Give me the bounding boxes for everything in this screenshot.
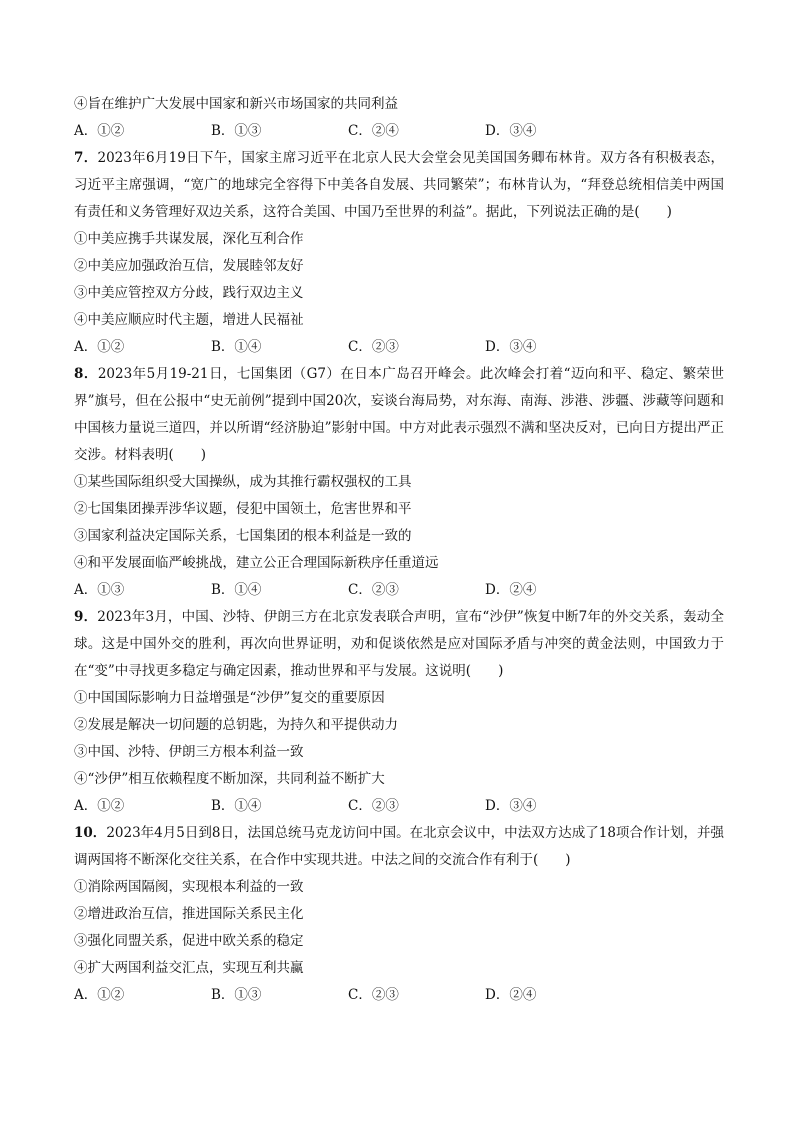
q10-choice-d: D．②④: [485, 987, 537, 1003]
q7-choice-c: C．②③: [348, 339, 399, 355]
q6-choices: [74, 118, 724, 145]
q8-number: 8．: [74, 366, 98, 382]
q9-number: 9．: [74, 609, 98, 625]
q8-option-1: ①某些国际组织受大国操纵，成为其推行霸权强权的工具: [74, 474, 412, 490]
q7-number: 7．: [74, 150, 98, 166]
q8-option-2: ②七国集团操弄涉华议题，侵犯中国领土，危害世界和平: [74, 501, 412, 517]
q10-option-2: ②增进政治互信，推进国际关系民主化: [74, 906, 304, 922]
q10-choice-a: A．①②: [74, 987, 125, 1003]
q10-choices: [74, 982, 724, 1009]
q7-choice-d: D．③④: [485, 339, 537, 355]
q6-choice-a: A．①②: [74, 123, 125, 139]
q10-choice-b: B．①③: [211, 987, 262, 1003]
q9-choice-b: B．①④: [211, 798, 262, 814]
q8-choice-b: B．①④: [211, 582, 262, 598]
q7-option-2: ②中美应加强政治互信，发展睦邻友好: [74, 258, 304, 274]
q10-option-1: ①消除两国隔阂，实现根本利益的一致: [74, 879, 304, 895]
q7-option-4: ④中美应顺应时代主题，增进人民福祉: [74, 312, 304, 328]
q7-option-3: ③中美应管控双方分歧，践行双边主义: [74, 285, 304, 301]
q7-stem: [74, 145, 724, 226]
q9-option-4: ④“沙伊”相互依赖程度不断加深，共同利益不断扩大: [74, 771, 385, 787]
q10-stem-text: 2023年4月5日到8日，法国总统马克龙访问中国。在北京会议中，中法双方达成了18项合作计划，并强调两国将不断深化交往关系，在合作中实现共进。中法之间的交流合作有利于( ): [74, 825, 724, 868]
exam-page: [74, 91, 724, 1009]
q9-stem-text: 2023年3月，中国、沙特、伊朗三方在北京发表联合声明，宣布“沙伊”恢复中断7年的外交关系，轰动全球。这是中国外交的胜利，再次向世界证明，劝和促谈依然是应对国际矛盾与冲突的黄金法则，中国致力于在“变”中寻找更多稳定与确定因素，推动世界和平与发展。这说明( ): [74, 609, 724, 679]
q9-stem: [74, 604, 724, 685]
q8-choice-c: C．②③: [348, 582, 399, 598]
q6-option-4: ④旨在维护广大发展中国家和新兴市场国家的共同利益: [74, 96, 398, 112]
q8-stem-text: 2023年5月19-21日，七国集团（G7）在日本广岛召开峰会。此次峰会打着“迈向和平、稳定、繁荣世界”旗号，但在公报中“史无前例”提到中国20次，妄谈台海局势，对东海、南海、涉港、涉疆、涉藏等问题和中国核力量说三道四，并以所谓“经济胁迫”影射中国。中方对此表示强烈不满和坚决反对，已向日方提出严正交涉。材料表明( ): [74, 366, 724, 463]
q10-stem: [74, 820, 724, 874]
q8-choice-a: A．①③: [74, 582, 125, 598]
q8-option-3: ③国家利益决定国际关系，七国集团的根本利益是一致的: [74, 528, 412, 544]
q9-choice-d: D．③④: [485, 798, 537, 814]
q10-option-4: ④扩大两国利益交汇点，实现互利共赢: [74, 960, 304, 976]
q6-choice-b: B．①③: [211, 123, 262, 139]
q8-choices: [74, 577, 724, 604]
q9-option-2: ②发展是解决一切问题的总钥匙，为持久和平提供动力: [74, 717, 398, 733]
q6-choice-c: C．②④: [348, 123, 399, 139]
q8-choice-d: D．②④: [485, 582, 537, 598]
q10-choice-c: C．②③: [348, 987, 399, 1003]
q10-option-3: ③强化同盟关系，促进中欧关系的稳定: [74, 933, 304, 949]
q9-choice-c: C．②③: [348, 798, 399, 814]
q7-choices: [74, 334, 724, 361]
q7-choice-b: B．①④: [211, 339, 262, 355]
q6-choice-d: D．③④: [485, 123, 537, 139]
q9-choices: [74, 793, 724, 820]
q7-choice-a: A．①②: [74, 339, 125, 355]
q9-option-3: ③中国、沙特、伊朗三方根本利益一致: [74, 744, 304, 760]
q10-number: 10．: [74, 825, 107, 841]
q9-choice-a: A．①②: [74, 798, 125, 814]
q7-option-1: ①中美应携手共谋发展，深化互利合作: [74, 231, 304, 247]
q7-stem-text: 2023年6月19日下午，国家主席习近平在北京人民大会堂会见美国国务卿布林肯。双方各有积极表态，习近平主席强调，“宽广的地球完全容得下中美各自发展、共同繁荣”；布林肯认为，“拜登总统相信美中两国有责任和义务管理好双边关系，这符合美国、中国乃至世界的利益”。据此，下列说法正确的是( ): [74, 150, 724, 220]
q9-option-1: ①中国国际影响力日益增强是“沙伊”复交的重要原因: [74, 690, 385, 706]
q8-stem: [74, 361, 724, 469]
q8-option-4: ④和平发展面临严峻挑战，建立公正合理国际新秩序任重道远: [74, 555, 439, 571]
